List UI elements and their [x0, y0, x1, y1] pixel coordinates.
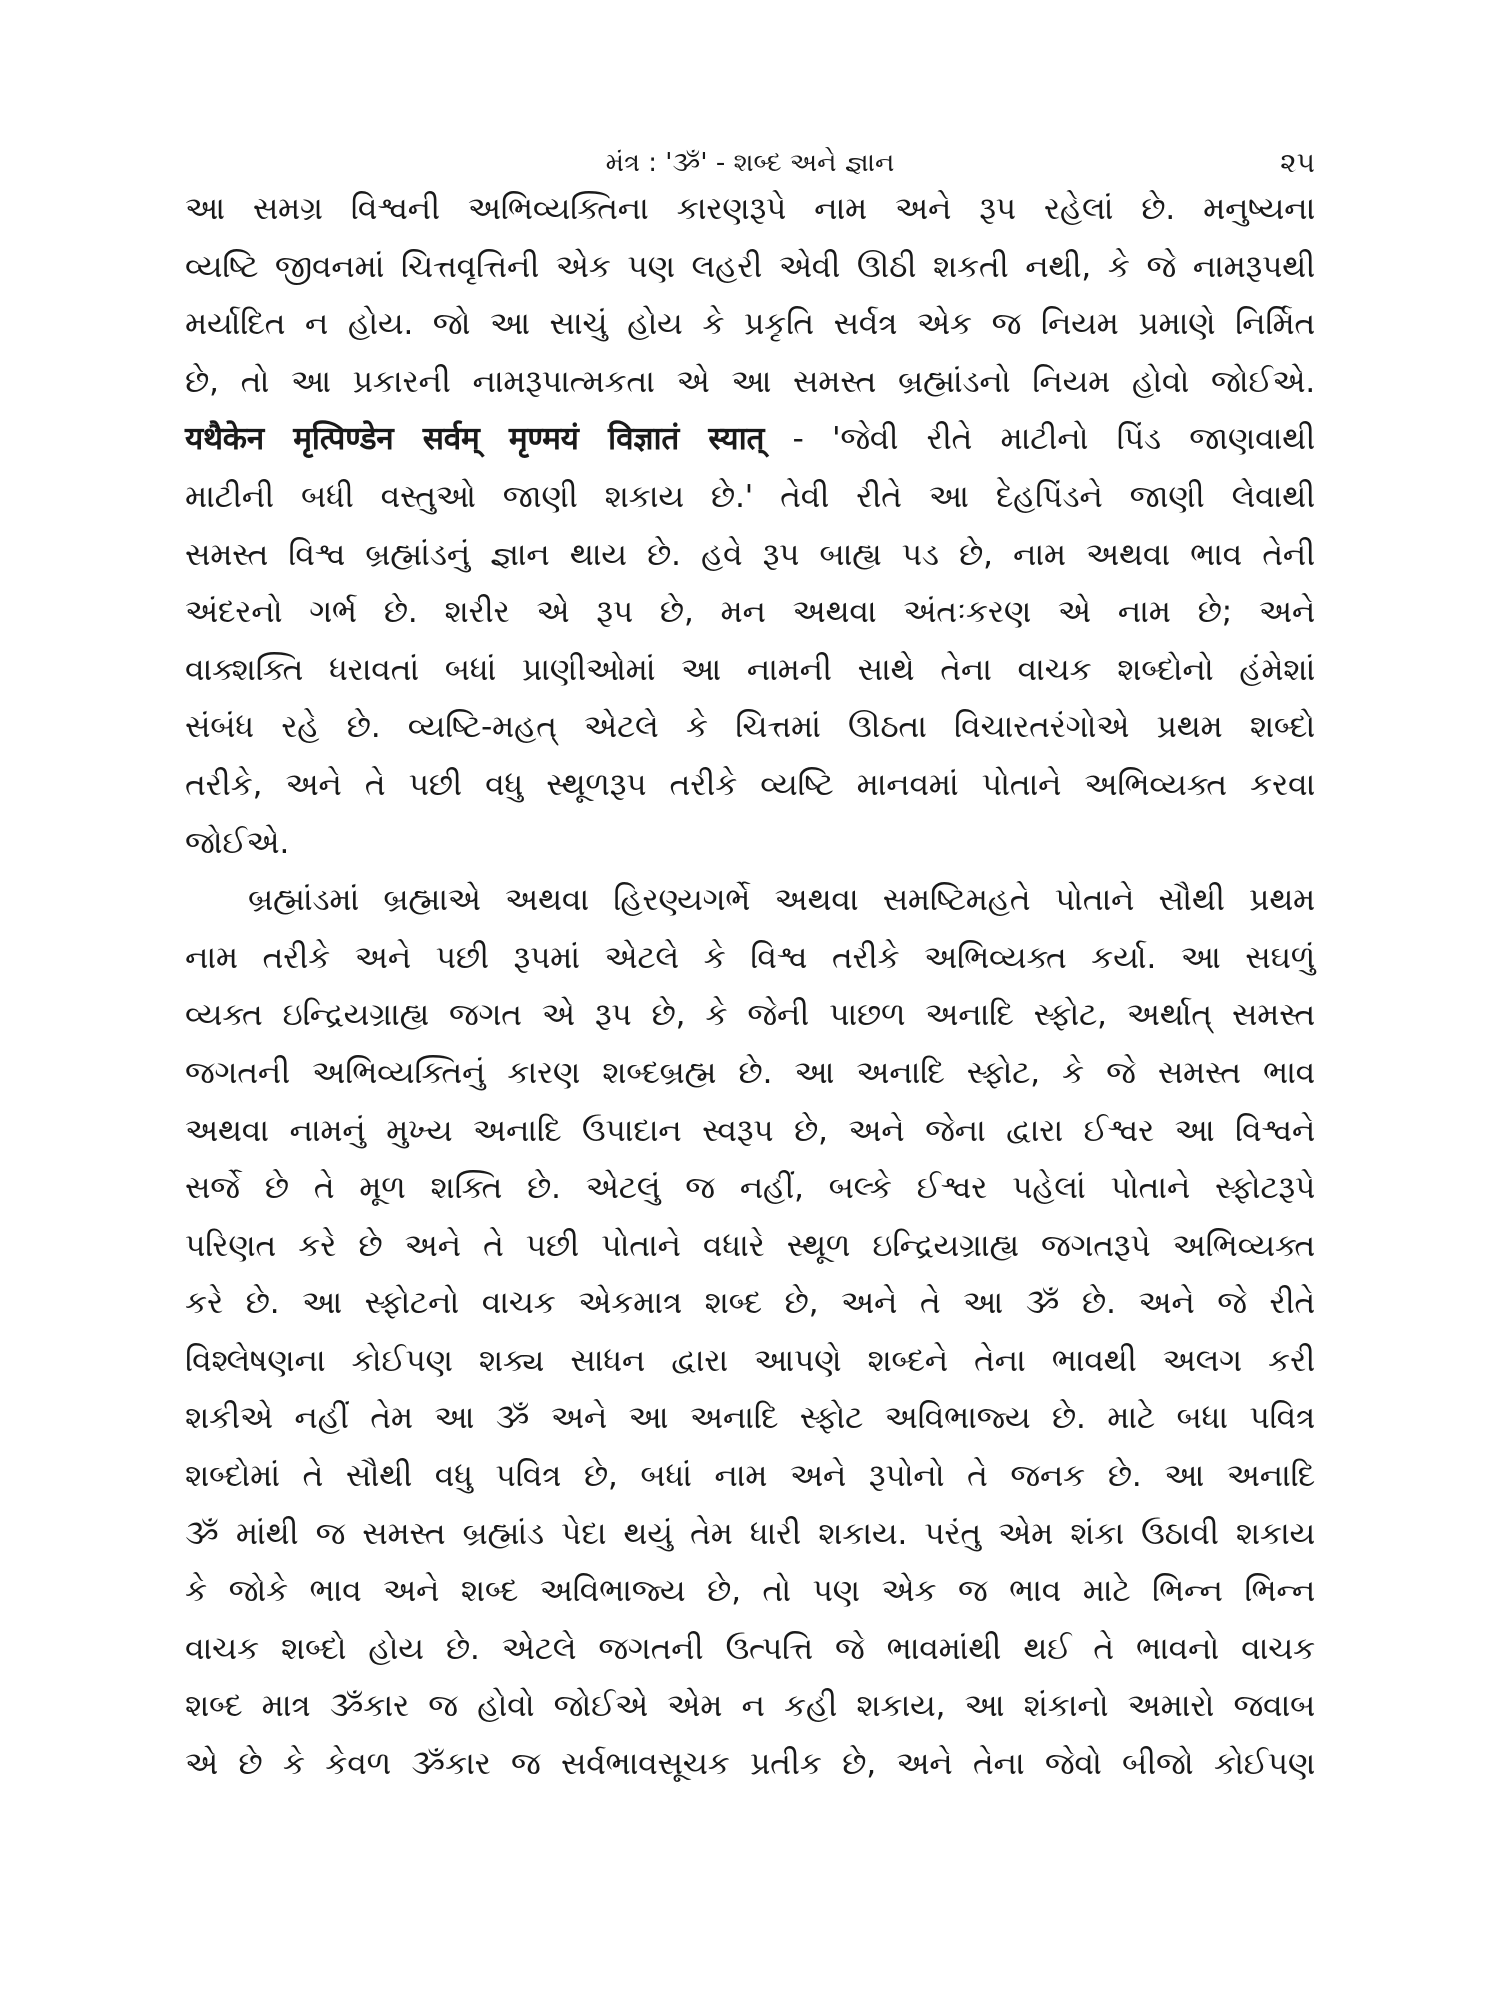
text-line: વાક્શક્તિ ધરાવતાં બધાં પ્રાણીઓમાં આ નામની સાથે તેના વાચક શબ્દોનો હંમેશાં: [185, 651, 1315, 688]
text-line: નામ તરીકે અને પછી રૂપમાં એટલે કે વિશ્વ તરીકે અભિવ્યક્ત કર્યા. આ સઘળું: [185, 939, 1315, 976]
text-line: આ સમગ્ર વિશ્વની અભિવ્યક્તિના કારણરૂપે નામ અને રૂપ રહેલાં છે. મનુષ્યના: [185, 191, 1315, 227]
text-line: વાચક શબ્દો હોય છે. એટલે જગતની ઉત્પત્તિ જે ભાવમાંથી થઈ તે ભાવનો વાચક: [185, 1630, 1315, 1667]
paragraph-first-line: બ્રહ્માંડમાં બ્રહ્માએ અથવા હિરણ્યગર્ભે અથવા સમષ્ટિમહતે પોતાને સૌથી પ્રથમ: [248, 882, 1315, 919]
text-line: કે જોકે ભાવ અને શબ્દ અવિભાજ્ય છે, તો પણ એક જ ભાવ માટે ભિન્ન ભિન્ન: [185, 1573, 1315, 1610]
page-number: ૨૫: [1280, 146, 1315, 179]
text-line: એ છે કે કેવળ ૐકાર જ સર્વભાવસૂચક પ્રતીક છે, અને તેના જેવો બીજો કોઈપણ: [185, 1746, 1315, 1783]
text-line: શકીએ નહીં તેમ આ ૐ અને આ અનાદિ સ્ફોટ અવિભાજ્ય છે. માટે બધા પવિત્ર: [185, 1400, 1315, 1437]
text-line: શબ્દોમાં તે સૌથી વધુ પવિત્ર છે, બધાં નામ અને રૂપોનો તે જનક છે. આ અનાદિ: [185, 1458, 1315, 1495]
text-line: વ્યક્ત ઇન્દ્રિયગ્રાહ્ય જગત એ રૂપ છે, કે જેની પાછળ અનાદિ સ્ફોટ, અર્થાત્ સમસ્ત: [185, 997, 1315, 1034]
text-line: માટીની બધી વસ્તુઓ જાણી શકાય છે.' તેવી રીતે આ દેહપિંડને જાણી લેવાથી: [185, 478, 1315, 515]
text-line: અંદરનો ગર્ભ છે. શરીર એ રૂપ છે, મન અથવા અંતઃકરણ એ નામ છે; અને: [185, 594, 1315, 631]
text-line-with-sanskrit-quote: [185, 411, 1315, 469]
text-line: છે, તો આ પ્રકારની નામરૂપાત્મકતા એ આ સમસ્ત બ્રહ્માંડનો નિયમ હોવો જોઈએ.: [185, 363, 1315, 400]
text-line: સમસ્ત વિશ્વ બ્રહ્માંડનું જ્ઞાન થાય છે. હવે રૂપ બાહ્ય પડ છે, નામ અથવા ભાવ તેની: [185, 536, 1315, 573]
text-line: અથવા નામનું મુખ્ય અનાદિ ઉપાદાન સ્વરૂપ છે, અને જેના દ્વારા ઈશ્વર આ વિશ્વને: [185, 1112, 1315, 1149]
text-line: તરીકે, અને તે પછી વધુ સ્થૂળરૂપ તરીકે વ્યષ્ટિ માનવમાં પોતાને અભિવ્યક્ત કરવા: [185, 766, 1315, 803]
text-line: જોઈએ.: [185, 824, 290, 861]
text-line: શબ્દ માત્ર ૐકાર જ હોવો જોઈએ એમ ન કહી શકાય, આ શંકાનો અમારો જવાબ: [185, 1688, 1315, 1725]
text-line: પરિણત કરે છે અને તે પછી પોતાને વધારે સ્થૂળ ઇન્દ્રિયગ્રાહ્ય જગતરૂપે અભિવ્યક્ત: [185, 1227, 1315, 1264]
quote-translation-start: - 'જેવી રીતે માટીનો પિંડ જાણવાથી: [764, 421, 1316, 458]
body-text: [185, 181, 1315, 1794]
sanskrit-quote: यथैकेन मृत्पिण्डेन सर्वम् मृण्मयं विज्ञातं स्यात्: [185, 421, 765, 458]
text-line: સર્જે છે તે મૂળ શક્તિ છે. એટલું જ નહીં, બલ્કે ઈશ્વર પહેલાં પોતાને સ્ફોટરૂપે: [185, 1170, 1315, 1207]
text-line: કરે છે. આ સ્ફોટનો વાચક એકમાત્ર શબ્દ છે, અને તે આ ૐ છે. અને જે રીતે: [185, 1285, 1315, 1322]
text-line: સંબંધ રહે છે. વ્યષ્ટિ-મહત્ એટલે કે ચિત્તમાં ઊઠતા વિચારતરંગોએ પ્રથમ શબ્દો: [185, 709, 1315, 746]
text-line: મર્યાદિત ન હોય. જો આ સાચું હોય કે પ્રકૃતિ સર્વત્ર એક જ નિયમ પ્રમાણે નિર્મિત: [185, 306, 1315, 343]
text-line: વ્યષ્ટિ જીવનમાં ચિત્તવૃત્તિની એક પણ લહરી એવી ઊઠી શકતી નથી, કે જે નામરૂપથી: [185, 248, 1315, 285]
text-line: ૐ માંથી જ સમસ્ત બ્રહ્માંડ પેદા થયું તેમ ધારી શકાય. પરંતુ એમ શંકા ઉઠાવી શકાય: [185, 1515, 1315, 1552]
running-title: મંત્ર : 'ૐ' - શબ્દ અને જ્ઞાન: [605, 148, 895, 178]
text-line: જગતની અભિવ્યક્તિનું કારણ શબ્દબ્રહ્મ છે. આ અનાદિ સ્ફોટ, કે જે સમસ્ત ભાવ: [185, 1054, 1315, 1091]
page-header: [185, 143, 1315, 183]
text-line: વિશ્લેષણના કોઈપણ શક્ય સાધન દ્વારા આપણે શબ્દને તેના ભાવથી અલગ કરી: [185, 1342, 1315, 1379]
